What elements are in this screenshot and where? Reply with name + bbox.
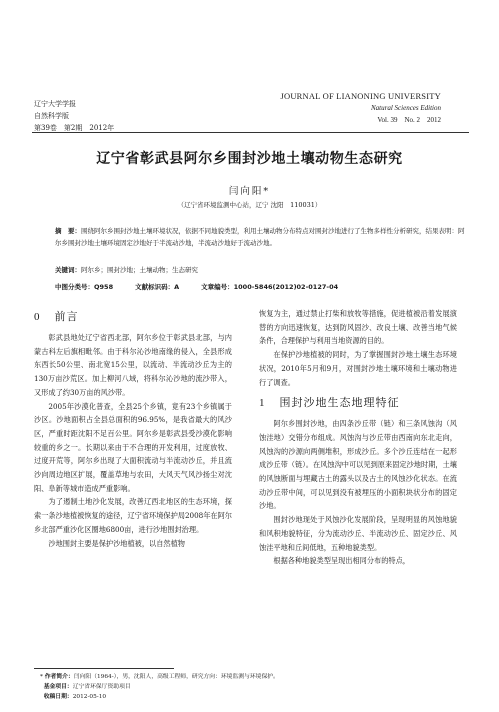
section-title: 前言 — [54, 310, 79, 323]
classification-line — [55, 281, 465, 293]
keywords-label: 关键词： — [55, 266, 81, 274]
issue-en: Vol. 39 No. 2 2012 — [377, 116, 441, 124]
section-heading-0 — [34, 309, 232, 325]
paragraph: 恢复为主，通过禁止打柴和放牧等措施，促进植被沿着发展演替的方向迅速恢复，达到防风固沙、改良土壤、改善当地气候条件，合理保护与利用当地资源的目的。 — [259, 309, 457, 346]
footnote — [40, 672, 460, 702]
footnote-received: 收稿日期：2012-05-10 — [43, 694, 107, 700]
paragraph: 沙地围封主要是保护沙地植被，以自然植物 — [48, 538, 185, 548]
paragraph: 在保护沙地植被的同时，为了掌握围封沙地土壤生态环境状况，2010年5月和9月，对围封沙地土壤环境和土壤动物进行了调查。 — [259, 350, 457, 387]
journal-header-en — [280, 90, 441, 126]
paragraph: 阿尔乡围封沙地，由四条沙丘带（链）和三条风蚀沟（风蚀洼地）交错分布组成。风蚀沟与沙丘带由西南向东北走向，风蚀沟的沙源向两侧堆积，形成沙丘。多个沙丘连结在一起形成沙丘带（链）。在风蚀沟中可以见到原来固定沙地时期，土壤的风蚀断面与埋藏古土的露头以及古土的风蚀沙化状态。在流动沙丘带中间，可以见到没有被埋压的小面积块状分布的固定沙地。 — [259, 419, 457, 511]
article-number: 文章编号：1000-5846(2012)02-0127-04 — [201, 283, 339, 291]
issue-cn: 第39卷 第2期 2012年 — [34, 124, 115, 132]
paragraph: 2005年沙漠化普查，全县25个乡镇，竟有23个乡镇属于沙区。沙地面积占全县总面积的96.95%，是我省最大的风沙区，严重时距沈阳不足百公里。阿尔乡是彰武县受沙漠化影响较重的乡之一。长期以来由于不合理的开发利用，过度放牧、过度开荒等，阿尔乡出现了大面积流动与半流动沙丘，并且流沙向周边地区扩展，覆盖草地与农田，大风天气风沙扬尘对沈阳、阜新等城市造成严重影响。 — [34, 401, 232, 493]
footnote-author: * 作者简介：闫向阳（1964-），男，沈阳人，高级工程师，研究方向：环境监测与环境保护。 — [40, 674, 279, 680]
author-affiliation: （辽宁省环境监测中心站，辽宁 沈阳 110031） — [177, 201, 322, 209]
right-column — [259, 307, 457, 568]
clc-number: 中图分类号：Q958 — [55, 283, 114, 291]
paragraph: 围封沙地现处于风蚀沙化发展阶段，呈现明显的风蚀地貌和风积地貌特征，分为流动沙丘、半流动沙丘、固定沙丘、风蚀洼平地和丘间低地，五种地貌类型。 — [259, 515, 457, 552]
paragraph: 根据各种地貌类型呈现出相同分布的特点， — [273, 556, 410, 566]
section-number: 0 — [34, 311, 41, 323]
paragraph: 为了遏制土地沙化发展，改善辽西北地区的生态环境，探索一条沙地植被恢复的途径，辽宁省环境保护局2008年在阿尔乡北部严重沙化区圈地6800亩，进行沙地围封治理。 — [34, 497, 232, 534]
keywords-text: 阿尔乡；围封沙地；土壤动物；生态研究 — [81, 266, 198, 274]
author-name: 闫向阳* — [228, 186, 271, 197]
paragraph: 彰武县地处辽宁省西北部，阿尔乡位于彰武县北部，与内蒙古科左后旗相毗邻。由于科尔沁沙地南缘的侵入，全县形成东西长50公里、南北宽15公里，以流动、半流动沙丘为主的130万亩沙荒区。加上柳河八域，将科尔沁沙地的流沙带入，又形成了约30万亩的风沙带。 — [34, 333, 232, 397]
abstract-label: 摘 要： — [55, 227, 81, 235]
journal-header-cn — [34, 98, 114, 134]
left-column — [34, 307, 232, 550]
journal-name-en: JOURNAL OF LIANONING UNIVERSITY — [280, 91, 441, 101]
edition-cn: 自然科学版 — [34, 112, 69, 120]
document-code: 文献标识码：A — [135, 283, 180, 291]
edition-en: Natural Sciences Edition — [371, 104, 441, 112]
abstract-text: 围绕阿尔乡围封沙地土壤环境状况，依据不同地貌类型，利用土壤动物分布特点对围封沙地进行了生物多样性分析研究，结果表明：阿尔乡围封沙地土壤环境固定沙地好于半流动沙地，半流动沙地好于流动沙地。 — [55, 227, 465, 247]
section-number: 1 — [259, 397, 266, 410]
footnote-rule — [34, 668, 174, 669]
abstract — [55, 225, 465, 249]
journal-name-cn: 辽宁大学学报 — [34, 100, 76, 108]
section-heading-1 — [259, 395, 457, 411]
footnote-fund: 基金项目：辽宁省环保厅资助项目 — [43, 684, 131, 690]
keywords — [55, 264, 465, 276]
section-title: 围封沙地生态地理特征 — [279, 396, 400, 410]
article-title: 辽宁省彰武县阿尔乡围封沙地土壤动物生态研究 — [96, 151, 403, 167]
header-rule — [32, 132, 469, 133]
